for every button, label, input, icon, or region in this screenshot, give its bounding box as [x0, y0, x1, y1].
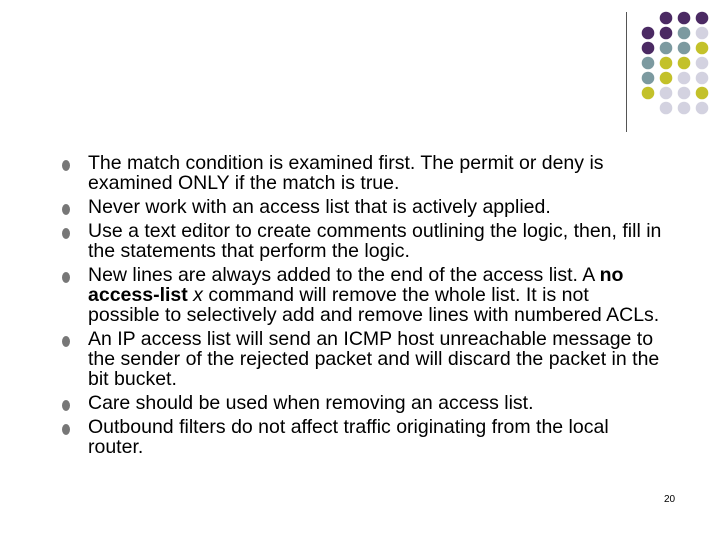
decorative-dot	[696, 72, 709, 85]
decorative-dot	[678, 27, 691, 40]
bullet-icon	[62, 160, 70, 171]
decorative-dot	[642, 57, 655, 70]
decorative-dot	[696, 102, 709, 115]
page-number: 20	[664, 494, 676, 505]
bullet-item	[62, 221, 662, 261]
decorative-dot	[696, 42, 709, 55]
bullet-text-part: command will remove the whole list. It is not possible to selectively add and remove lines with numbered ACLs.	[88, 284, 660, 326]
bullet-icon	[62, 272, 70, 283]
decorative-dot	[642, 27, 655, 40]
decorative-dot	[678, 12, 691, 25]
decorative-dot	[696, 27, 709, 40]
bullet-item	[62, 153, 662, 193]
bullet-text: Care should be used when removing an access list.	[88, 392, 534, 414]
bullet-icon	[62, 400, 70, 411]
decorative-dot	[642, 72, 655, 85]
bullet-item	[62, 417, 662, 457]
bullet-command-italic: x	[187, 284, 203, 306]
decorative-dot	[660, 12, 673, 25]
bullet-item	[62, 265, 662, 325]
bullet-item	[62, 393, 662, 413]
decorative-dot	[660, 87, 673, 100]
decorative-dot	[660, 42, 673, 55]
bullet-text: Outbound filters do not affect traffic originating from the local router.	[88, 416, 609, 458]
decorative-dot	[678, 72, 691, 85]
decorative-dot	[660, 57, 673, 70]
decorative-dot	[678, 57, 691, 70]
decorative-dot	[696, 12, 709, 25]
bullet-item	[62, 329, 662, 389]
bullet-text-part: New lines are always added to the end of the access list. A	[88, 264, 600, 286]
bullet-icon	[62, 228, 70, 239]
decorative-dot	[678, 42, 691, 55]
decorative-dot-grid	[0, 0, 720, 140]
bullet-icon	[62, 204, 70, 215]
decorative-dot	[642, 42, 655, 55]
decorative-dot	[678, 87, 691, 100]
bullet-list	[62, 153, 662, 461]
bullet-text: Never work with an access list that is actively applied.	[88, 196, 551, 218]
bullet-icon	[62, 336, 70, 347]
bullet-text: An IP access list will send an ICMP host unreachable message to the sender of the rejected packet and will discard the packet in the bit bucket.	[88, 328, 660, 390]
bullet-item	[62, 197, 662, 217]
decorative-dot	[642, 87, 655, 100]
decorative-dot	[660, 27, 673, 40]
decorative-dot	[696, 87, 709, 100]
decorative-dot	[696, 57, 709, 70]
decorative-dot	[660, 102, 673, 115]
bullet-text: Use a text editor to create comments outlining the logic, then, fill in the statements that perform the logic.	[88, 220, 662, 262]
bullet-text: The match condition is examined first. The permit or deny is examined ONLY if the match is true.	[88, 152, 604, 194]
bullet-command-bold: no access-list	[88, 264, 624, 306]
decorative-divider-line	[626, 12, 627, 132]
bullet-icon	[62, 424, 70, 435]
decorative-dot	[678, 102, 691, 115]
decorative-dot	[660, 72, 673, 85]
